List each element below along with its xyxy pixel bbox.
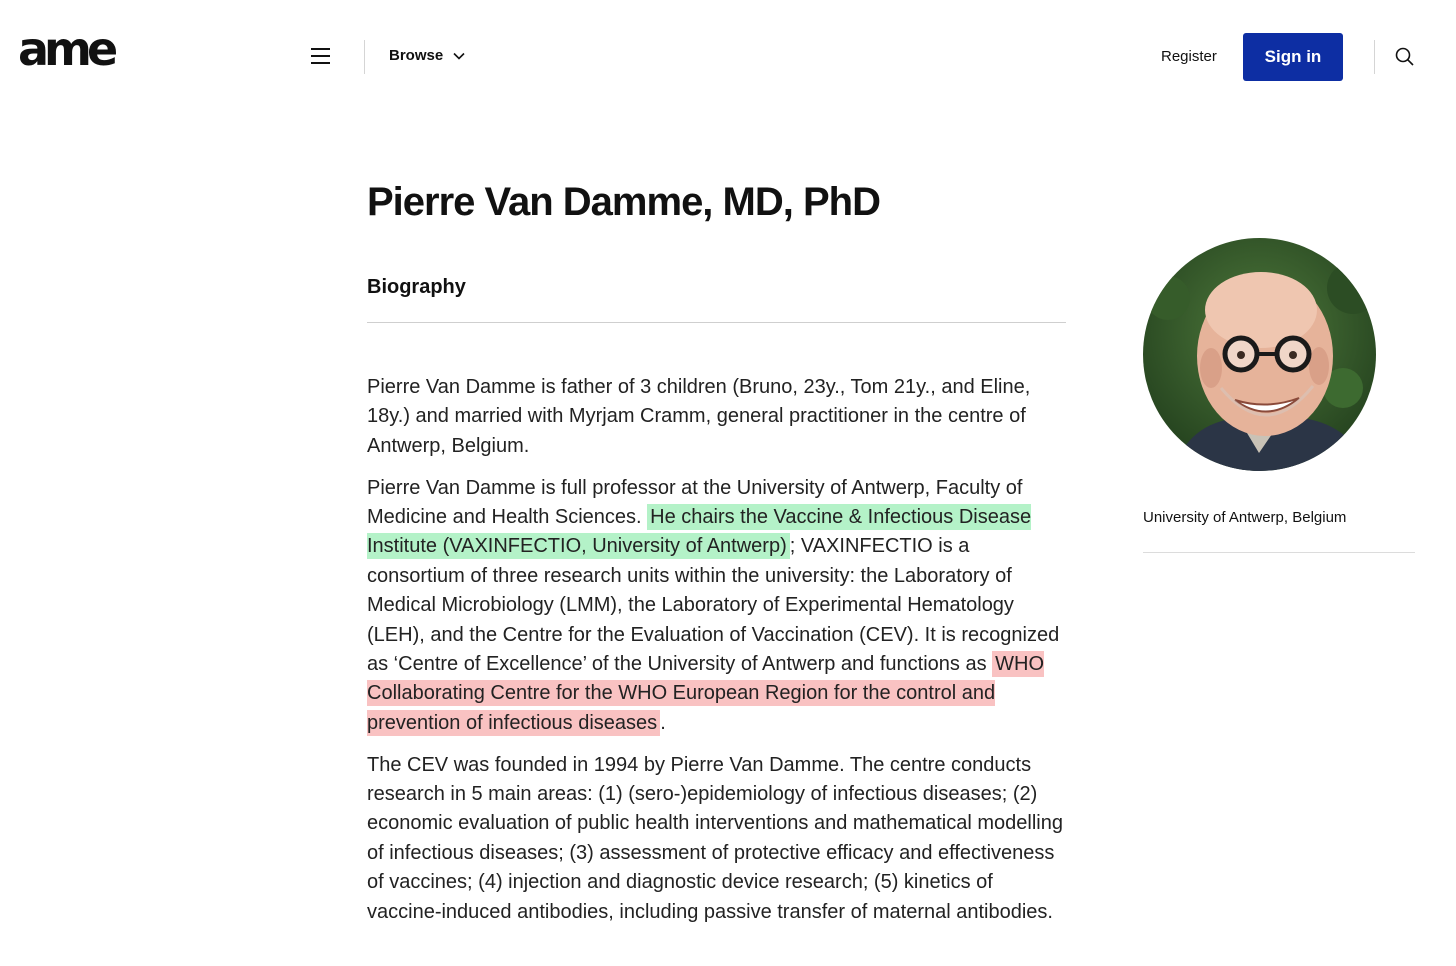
green-highlight: He chairs the Vaccine & Infectious Disease Institute (VAXINFECTIO, University of Antwerp) bbox=[367, 506, 1032, 558]
bio-paragraph-1: Pierre Van Damme is father of 3 children (Bruno, 23y., Tom 21y., and Eline, 18y.) and married with Myrjam Cramm, general practitioner in the centre of Antwerp, Belgium. bbox=[367, 376, 1031, 457]
browse-label: Browse bbox=[389, 47, 444, 64]
bio-paragraph-2 bbox=[367, 474, 1066, 739]
sign-in-button[interactable]: Sign in bbox=[1243, 33, 1343, 81]
section-title-biography: Biography bbox=[367, 276, 466, 298]
bio-text: Pierre Van Damme is full professor at the University of Antwerp, Faculty of Medicine and Health Sciences. bbox=[367, 476, 1023, 529]
site-logo[interactable]: ame bbox=[18, 22, 114, 76]
header-divider bbox=[364, 40, 365, 74]
search-button[interactable] bbox=[1393, 45, 1417, 69]
profile-photo bbox=[1143, 238, 1376, 471]
bio-text: ; VAXINFECTIO is a consortium of three research units within the university: the Laboratory of Medical Microbiology (LMM), the Laboratory of Experimental Hematology (LEH), and the Centre for the Evaluation of Vaccination (CEV). It is recognized as ‘Centre of Excellence’ of the University of Antwerp and functions as bbox=[367, 535, 1060, 676]
bio-paragraph-3: The CEV was founded in 1994 by Pierre Van Damme. The centre conducts research in 5 main areas: (1) (sero-)epidemiology of infectious diseases; (2) economic evaluation of public health interventions and mathematical modelling of infectious diseases; (3) assessment of protective efficacy and effectiveness of vaccines; (4) injection and diagnostic device research; (5) kinetics of vaccine-induced antibodies, including passive transfer of maternal antibodies. bbox=[367, 753, 1063, 923]
page-title: Pierre Van Damme, MD, PhD bbox=[367, 180, 880, 224]
portrait-image bbox=[1143, 238, 1376, 471]
red-highlight: WHO Collaborating Centre for the WHO European Region for the control and prevention of infectious diseases bbox=[367, 653, 1045, 734]
browse-menu-button[interactable] bbox=[389, 47, 465, 64]
affiliation: University of Antwerp, Belgium bbox=[1143, 509, 1347, 526]
biography-text bbox=[367, 373, 1066, 939]
header-divider-right bbox=[1374, 40, 1375, 74]
search-icon bbox=[1393, 45, 1417, 69]
chevron-down-icon bbox=[453, 52, 465, 60]
bio-text: . bbox=[660, 711, 666, 734]
register-link[interactable]: Register bbox=[1161, 48, 1217, 65]
sidebar-divider bbox=[1143, 552, 1415, 553]
hamburger-menu-icon[interactable] bbox=[304, 38, 336, 74]
section-divider bbox=[367, 322, 1066, 323]
